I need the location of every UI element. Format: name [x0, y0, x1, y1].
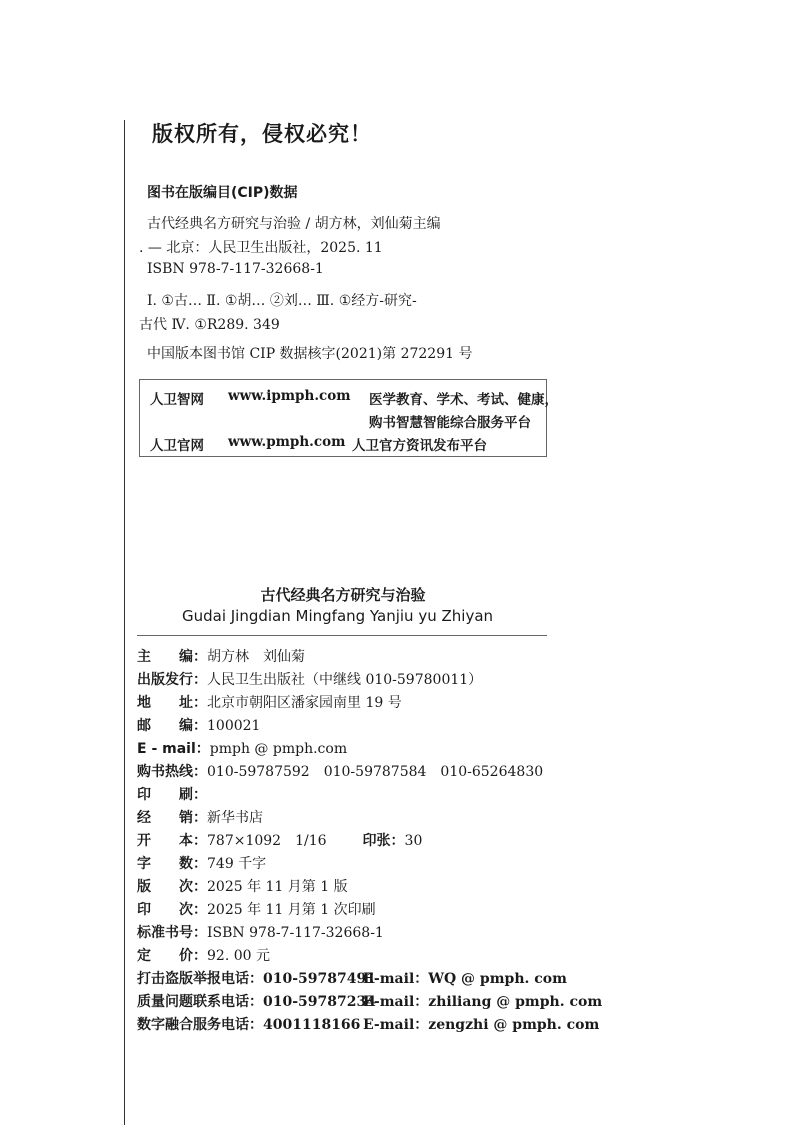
hotline-label: 质量问题联系电话：	[137, 994, 263, 1010]
info-row	[137, 761, 543, 781]
info-value: 100021	[207, 718, 261, 734]
cip-line: ISBN 978-7-117-32668-1	[147, 261, 324, 277]
cip-line: 中国版本图书馆 CIP 数据核字(2021)第 272291 号	[147, 346, 473, 362]
info-row	[137, 899, 376, 919]
info-label: E - mail：	[137, 741, 210, 757]
info-label: 印 刷：	[137, 787, 207, 803]
hotline-phone: 4001118166	[263, 1017, 361, 1033]
info-row	[137, 715, 260, 735]
cip-line: 古代经典名方研究与治验 / 胡方林，刘仙菊主编	[147, 216, 441, 232]
info-label: 经 销：	[137, 810, 207, 826]
hotline-row	[137, 968, 567, 988]
info-label: 印张：	[362, 833, 405, 849]
info-value: 787×1092 1/16	[207, 833, 327, 849]
book-title: 古代经典名方研究与治验	[260, 586, 426, 604]
platform-desc: 人卫官方资讯发布平台	[352, 438, 487, 454]
info-row	[137, 945, 270, 965]
platform-desc: 医学教育、学术、考试、健康，	[369, 392, 558, 408]
platform-box	[139, 379, 558, 457]
platform-name: 人卫智网	[150, 392, 204, 408]
info-label: 版 次：	[137, 879, 207, 895]
info-label: 印 次：	[137, 902, 207, 918]
cip-line: 古代 Ⅳ. ①R289. 349	[139, 317, 280, 333]
hotline-label: 数字融合服务电话：	[137, 1017, 263, 1033]
info-value: 30	[404, 833, 423, 849]
hotline-phone: 010-59787234	[263, 994, 376, 1010]
info-label: 标准书号：	[137, 925, 207, 941]
hotline-label: 打击盗版举报电话：	[137, 971, 263, 987]
info-value: ISBN 978-7-117-32668-1	[207, 925, 384, 941]
info-value: 北京市朝阳区潘家园南里 19 号	[207, 695, 402, 711]
hotline-row	[137, 1014, 599, 1034]
info-row	[137, 853, 266, 873]
info-label: 主 编：	[137, 649, 207, 665]
hotline-email[interactable]: WQ @ pmph. com	[428, 971, 567, 987]
info-value: 新华书店	[207, 810, 263, 826]
info-row	[137, 807, 263, 827]
info-row	[137, 784, 207, 804]
platform-url[interactable]: www.pmph.com	[228, 434, 346, 450]
info-row	[137, 830, 422, 850]
info-label: 开 本：	[137, 833, 207, 849]
info-row	[137, 646, 305, 666]
info-label: 邮 编：	[137, 718, 207, 734]
info-label: 购书热线：	[137, 764, 207, 780]
book-title-pinyin: Gudai Jingdian Mingfang Yanjiu yu Zhiyan	[181, 607, 494, 625]
divider	[137, 635, 547, 636]
info-label: 定 价：	[137, 948, 207, 964]
email-label: E-mail：	[363, 971, 429, 987]
info-value: 2025 年 11 月第 1 版	[207, 879, 348, 895]
info-value: 749 千字	[207, 856, 267, 872]
cip-line: . — 北京：人民卫生出版社，2025. 11	[139, 240, 383, 256]
info-label: 出版发行：	[137, 672, 207, 688]
info-row	[137, 692, 402, 712]
platform-name: 人卫官网	[150, 438, 204, 454]
cip-line: Ⅰ. ①古… Ⅱ. ①胡… ②刘… Ⅲ. ①经方-研究-	[147, 293, 417, 309]
info-value: 92. 00 元	[207, 948, 270, 964]
info-value: 人民卫生出版社（中继线 010-59780011）	[207, 672, 483, 688]
email-label: E-mail：	[363, 1017, 429, 1033]
hotline-email[interactable]: zhiliang @ pmph. com	[428, 994, 603, 1010]
info-label: 地 址：	[137, 695, 207, 711]
hotline-phone: 010-59787491	[263, 971, 376, 987]
info-label: 字 数：	[137, 856, 207, 872]
cip-title: 图书在版编目(CIP)数据	[147, 185, 298, 201]
copyright-notice: 版权所有，侵权必究！	[152, 122, 372, 146]
info-value[interactable]: pmph @ pmph.com	[209, 741, 348, 757]
info-value: 010-59787592 010-59787584 010-65264830	[207, 764, 544, 780]
info-row	[137, 669, 482, 689]
info-value: 2025 年 11 月第 1 次印刷	[207, 902, 376, 918]
platform-desc: 购书智慧智能综合服务平台	[369, 415, 531, 431]
hotline-row	[137, 991, 602, 1011]
email-label: E-mail：	[363, 994, 429, 1010]
info-row	[137, 738, 347, 758]
info-row	[137, 922, 384, 942]
platform-url[interactable]: www.ipmph.com	[228, 388, 351, 404]
info-value: 胡方林 刘仙菊	[207, 649, 305, 665]
info-row	[137, 876, 348, 896]
hotline-email[interactable]: zengzhi @ pmph. com	[428, 1017, 600, 1033]
